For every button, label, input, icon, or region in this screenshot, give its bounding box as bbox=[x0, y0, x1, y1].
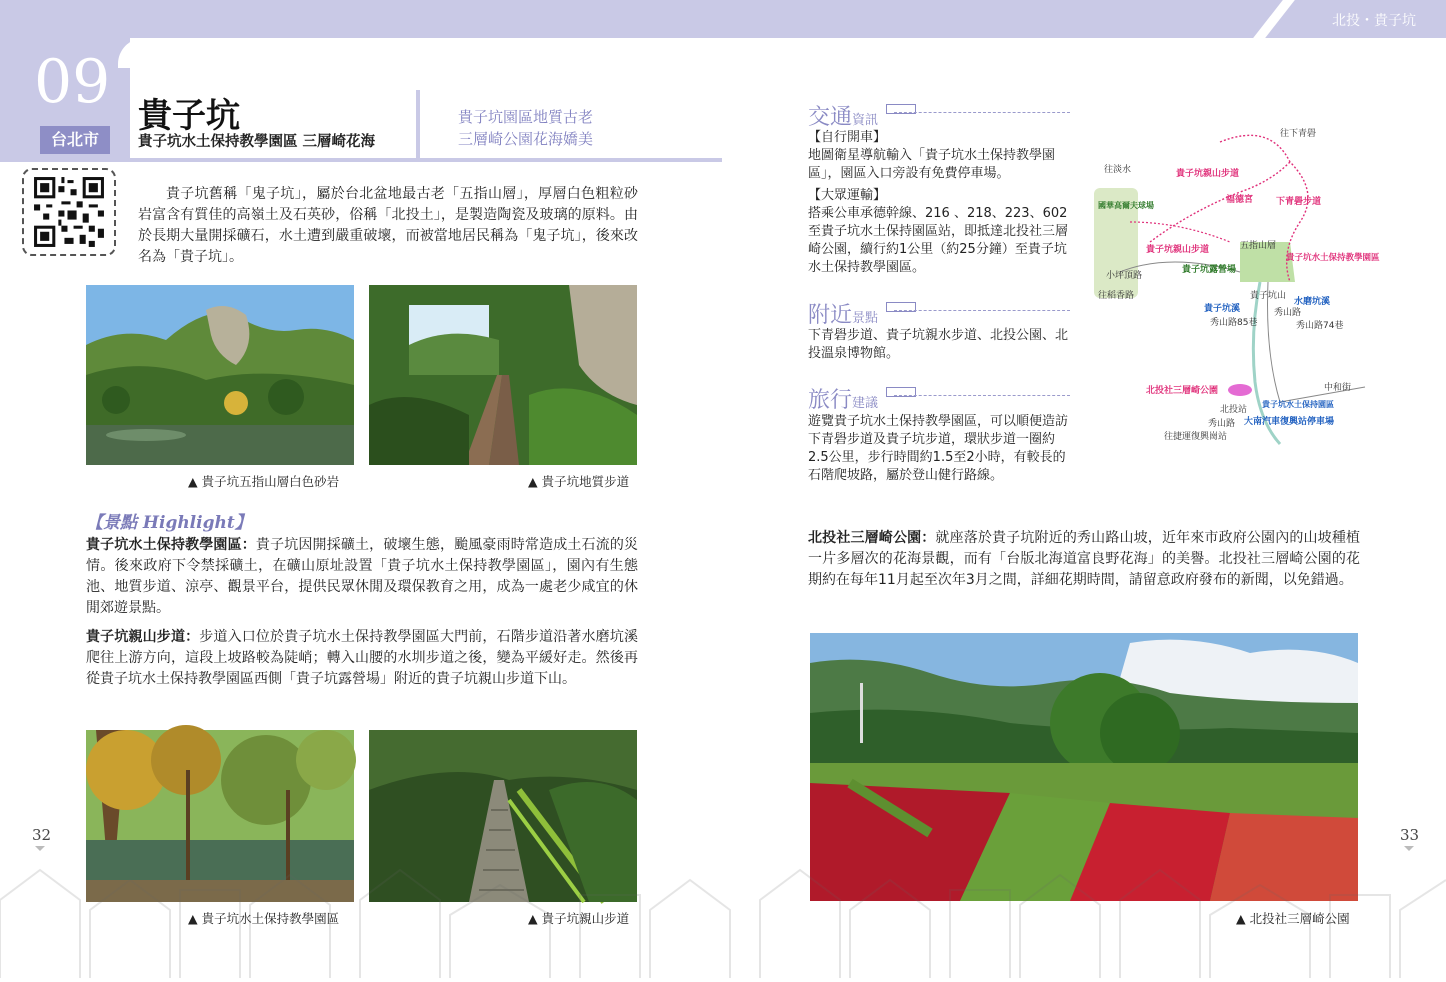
highlight-text: 貴子坑因開採礦土，破壞生態，颱風豪雨時常造成土石流的災情。後來政府下令禁採礦土，在礦山原址設置「貴子坑水土保持教學園區」，園內有生態池、地質步道、涼亭、觀景平台，提供民眾休閒及環保教育之用，成為一處老少咸宜的休閒郊遊景點。 bbox=[86, 537, 639, 616]
page-subtitle: 貴子坑水土保持教學園區 三層崎花海 bbox=[138, 134, 376, 150]
flower-text: 就座落於貴子坑附近的秀山路山坡，近年來市政府公園內的山坡種植一片多層次的花海景觀，而有「台版北海道富良野花海」的美譽。北投社三層崎公園的花期約在每年11月起至次年3月之間，詳細花期時間，請留意政府發布的新聞，以免錯過。 bbox=[808, 530, 1360, 588]
photo-sandstone bbox=[86, 285, 354, 465]
map-label: 小坪頂路 bbox=[1106, 271, 1143, 281]
transport-heading: 交通資訊 bbox=[808, 100, 878, 131]
map-label: 貴子坑溪 bbox=[1204, 304, 1241, 314]
drive-text: 地圖衛星導航輸入「貴子坑水土保持教學園區」，園區入口旁設有免費停車場。 bbox=[808, 148, 1056, 181]
map-label: 往稻香路 bbox=[1098, 291, 1135, 301]
highlight-name: 貴子坑親山步道： bbox=[86, 629, 200, 645]
map-label: 貴子坑水土保持園區 bbox=[1262, 400, 1334, 409]
map-label: 往下青礐 bbox=[1280, 129, 1317, 139]
band-slash bbox=[1253, 0, 1295, 38]
photo-caption: ▲ 貴子坑親山步道 bbox=[528, 911, 630, 926]
drive-label: 【自行開車】 bbox=[808, 130, 887, 145]
map-label: 貴子坑水土保持教學園區 bbox=[1286, 253, 1380, 263]
photo-geology-trail bbox=[369, 285, 637, 465]
map-label: 下青礐步道 bbox=[1276, 197, 1322, 207]
highlight-heading: 【景點 Highlight】 bbox=[86, 513, 252, 533]
map-label: 五指山層 bbox=[1240, 241, 1277, 251]
map-label: 秀山路85巷 bbox=[1210, 318, 1258, 328]
photo-caption: ▲ 貴子坑地質步道 bbox=[528, 474, 630, 489]
highlight-text: 步道入口位於貴子坑水土保持教學園區大門前，石階步道沿著水磨坑溪爬往上游方向，這段上坡路較為陡峭；轉入山腰的水圳步道之後，變為平緩好走。然後再從貴子坑水土保持教學園區西側「貴子坑露營場」附近的貴子坑親山步道下山。 bbox=[86, 629, 639, 687]
city-badge: 台北市 bbox=[40, 126, 110, 154]
map-label: 北投站 bbox=[1220, 405, 1248, 415]
bus-label: 【大眾運輸】 bbox=[808, 188, 887, 203]
photo-caption: ▲ 貴子坑五指山層白色砂岩 bbox=[188, 474, 340, 489]
highlight-name: 貴子坑水土保持教學園區： bbox=[86, 537, 256, 553]
bus-text: 搭乘公車承德幹線、216 、218、223、602至貴子坑水土保持園區站，即抵達北投社三層崎公園，續行約1公里（約25分鐘）至貴子坑水土保持教學園區。 bbox=[808, 206, 1069, 275]
highlight-item bbox=[86, 535, 638, 619]
map-label: 福德宮 bbox=[1226, 195, 1254, 205]
map-label: 秀山路74巷 bbox=[1296, 321, 1344, 331]
area-map bbox=[1090, 122, 1380, 444]
map-label: 秀山路 bbox=[1208, 419, 1236, 429]
map-label: 大南汽車復興站停車場 bbox=[1244, 417, 1335, 427]
map-label: 往淡水 bbox=[1104, 165, 1132, 175]
map-label: 貴子坑親山步道 bbox=[1146, 245, 1210, 255]
tagline-line-2: 三層崎公園花海嬌美 bbox=[458, 130, 594, 148]
map-label: 貴子坑山 bbox=[1250, 291, 1287, 301]
chapter-number: 09 bbox=[34, 47, 111, 117]
photo-caption: ▲ 貴子坑水土保持教學園區 bbox=[188, 911, 340, 926]
map-label: 貴子坑露營場 bbox=[1182, 265, 1237, 275]
house-pattern bbox=[0, 860, 1446, 978]
running-header: 北投・貴子坑 bbox=[1332, 13, 1416, 29]
page-number-right: 33 bbox=[1400, 826, 1420, 844]
map-label: 秀山路 bbox=[1274, 308, 1302, 318]
advice-heading: 旅行建議 bbox=[808, 383, 878, 414]
nearby-text: 下青礐步道、貴子坑親水步道、北投公園、北投溫泉博物館。 bbox=[808, 328, 1069, 361]
map-label: 貴子坑親山步道 bbox=[1176, 169, 1240, 179]
flower-paragraph bbox=[808, 528, 1360, 591]
page-number-left: 32 bbox=[32, 826, 52, 844]
top-band bbox=[0, 0, 1446, 38]
flower-name: 北投社三層崎公園： bbox=[808, 530, 936, 546]
intro-paragraph: 貴子坑舊稱「鬼子坑」，屬於台北盆地最古老「五指山層」，厚層白色粗粒砂岩富含有質佳的高嶺土及石英砂，俗稱「北投土」，是製造陶瓷及玻璃的原料。由於長期大量開採礦石，水土遭到嚴重破壞，而被當地居民稱為「鬼子坑」，後來改名為「貴子坑」。 bbox=[138, 186, 638, 265]
tagline-line-1: 貴子坑園區地質古老 bbox=[458, 108, 594, 126]
page-arrow-left bbox=[35, 846, 45, 851]
qr-code-icon bbox=[28, 174, 110, 250]
map-label: 中和街 bbox=[1324, 383, 1352, 393]
page-arrow-right bbox=[1404, 846, 1414, 851]
qr-code[interactable] bbox=[22, 168, 116, 256]
title-rule bbox=[0, 158, 722, 162]
tagline bbox=[458, 106, 593, 150]
map-label: 北投社三層崎公園 bbox=[1146, 386, 1219, 396]
map-label: 國華高爾夫球場 bbox=[1098, 201, 1154, 210]
map-label: 水磨坑溪 bbox=[1294, 297, 1331, 307]
photo-caption: ▲ 北投社三層崎公園 bbox=[1236, 911, 1350, 926]
page-title: 貴子坑 bbox=[138, 96, 240, 136]
title-divider bbox=[416, 90, 420, 158]
advice-text: 遊覽貴子坑水土保持教學園區，可以順便造訪下青礐步道及貴子坑步道，環狀步道一圈約2.5公里，步行時間約1.5至2小時，有較長的石階爬坡路，屬於登山健行路線。 bbox=[808, 414, 1069, 483]
highlight-item bbox=[86, 627, 638, 690]
transport-info bbox=[808, 129, 1070, 277]
map-label: 往捷運復興崗站 bbox=[1164, 432, 1228, 442]
nearby-heading: 附近景點 bbox=[808, 298, 878, 329]
